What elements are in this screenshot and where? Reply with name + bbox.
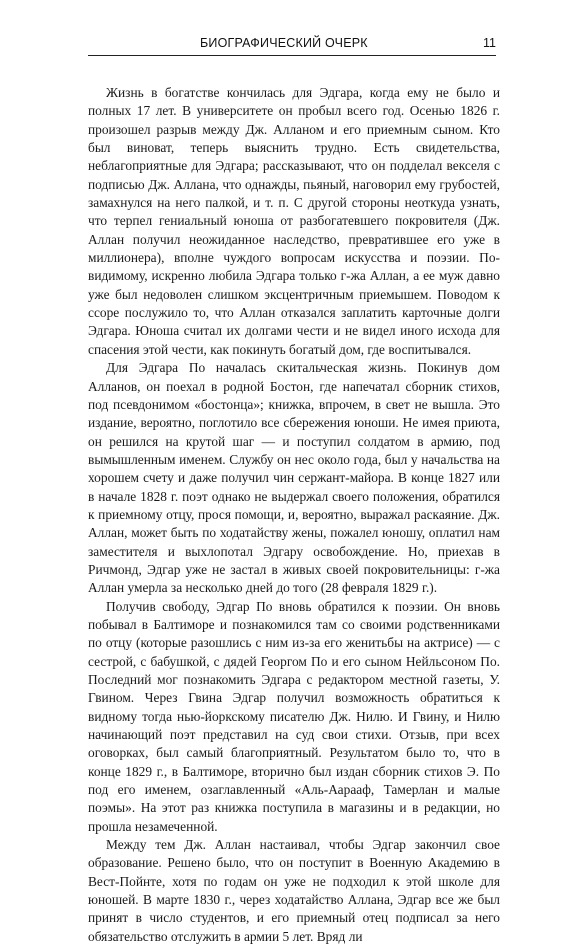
page-number: 11 <box>483 36 496 50</box>
paragraph: Получив свободу, Эдгар По вновь обратился к поэзии. Он вновь побывал в Балтиморе и познакомился там со своими родственниками по отцу (которые разошлись с ним из-за его женитьбы на актрисе) — с сестрой, с бабушкой, с дядей Георгом По и его сыном Нейльсоном По. Последний мог познакомить Эдгара с редактором местной газеты, У. Гвином. Через Гвина Эдгар получил возможность обратиться к видному тогда нью-йоркскому писателю Дж. Нилю. И Гвину, и Нилю начинающий поэт представил на суд свои стихи. Отзыв, при всех оговорках, был самый благоприятный. Результатом было то, что в конце 1829 г., в Балтиморе, вторично был издан сборник стихов Э. По под его именем, озаглавленный «Аль-Аарааф, Тамерлан и малые поэмы». На этот раз книжка поступила в магазины и в редакции, но прошла незамеченной. <box>88 598 500 834</box>
paragraph: Жизнь в богатстве кончилась для Эдгара, когда ему не было и полных 17 лет. В университете он пробыл всего год. Осенью 1826 г. произошел разрыв между Дж. Алланом и его приемным сыном. Кто был виноват, теперь выяснить трудно. Есть свидетельства, неблагоприятные для Эдгара; рассказывают, что он подделал векселя с подписью Дж. Аллана, что однажды, пьяный, наговорил ему грубостей, замахнулся на него палкой, и т. п. С другой стороны неоткуда узнать, что терпел гениальный юноша от разбогатевшего покровителя (Дж. Аллан получил неожиданное наследство, превратившее его уже в миллионера), вполне чуждого вопросам искусства и поэзии. По-видимому, искренно любила Эдгара только г-жа Аллан, а ее муж давно уже был недоволен слишком эксцентричным приемышем. Поводом к ссоре послужило то, что Аллан отказался заплатить карточные долги Эдгара. Юноша считал их долгами чести и не видел иного исхода для спасения этой чести, как покинуть богатый дом, где воспитывался. <box>88 85 500 357</box>
body-text <box>88 84 500 946</box>
paragraph: Между тем Дж. Аллан настаивал, чтобы Эдгар закончил свое образование. Решено было, что он поступит в Военную Академию в Вест-Пойнте, хотя по годам он уже не подходил к этой школе для юношей. В марте 1830 г., через ходатайство Аллана, Эдгар все же был принят в число студентов, и его приемный отец подписал за него обязательство отслужить в армии 5 лет. Вряд ли <box>88 837 500 944</box>
header-title: БИОГРАФИЧЕСКИЙ ОЧЕРК <box>200 36 368 50</box>
header-rule <box>88 55 496 56</box>
paragraph: Для Эдгара По началась скитальческая жизнь. Покинув дом Алланов, он поехал в родной Бостон, где напечатал сборник стихов, под псевдонимом «бостонца»; книжка, впрочем, в свет не вышла. Это издание, вероятно, поглотило все сбережения юноши. Не имея приюта, он решился на крутой шаг — и поступил солдатом в армию, под вымышленным именем. Службу он нес около года, был у начальства на хорошем счету и даже получил чин сержант-майора. В конце 1827 или в начале 1828 г. поэт однако не выдержал своего положения, обратился к приемному отцу, прося помощи, и, вероятно, выражал раскаяние. Дж. Аллан, может быть по ходатайству жены, пожалел юношу, оплатил нам заместителя и выхлопотал Эдгару освобождение. Но, приехав в Ричмонд, Эдгар уже не застал в живых своей покровительницы: г-жа Аллан умерла за несколько дней до того (28 февраля 1829 г.). <box>88 360 500 596</box>
running-header <box>88 36 496 56</box>
